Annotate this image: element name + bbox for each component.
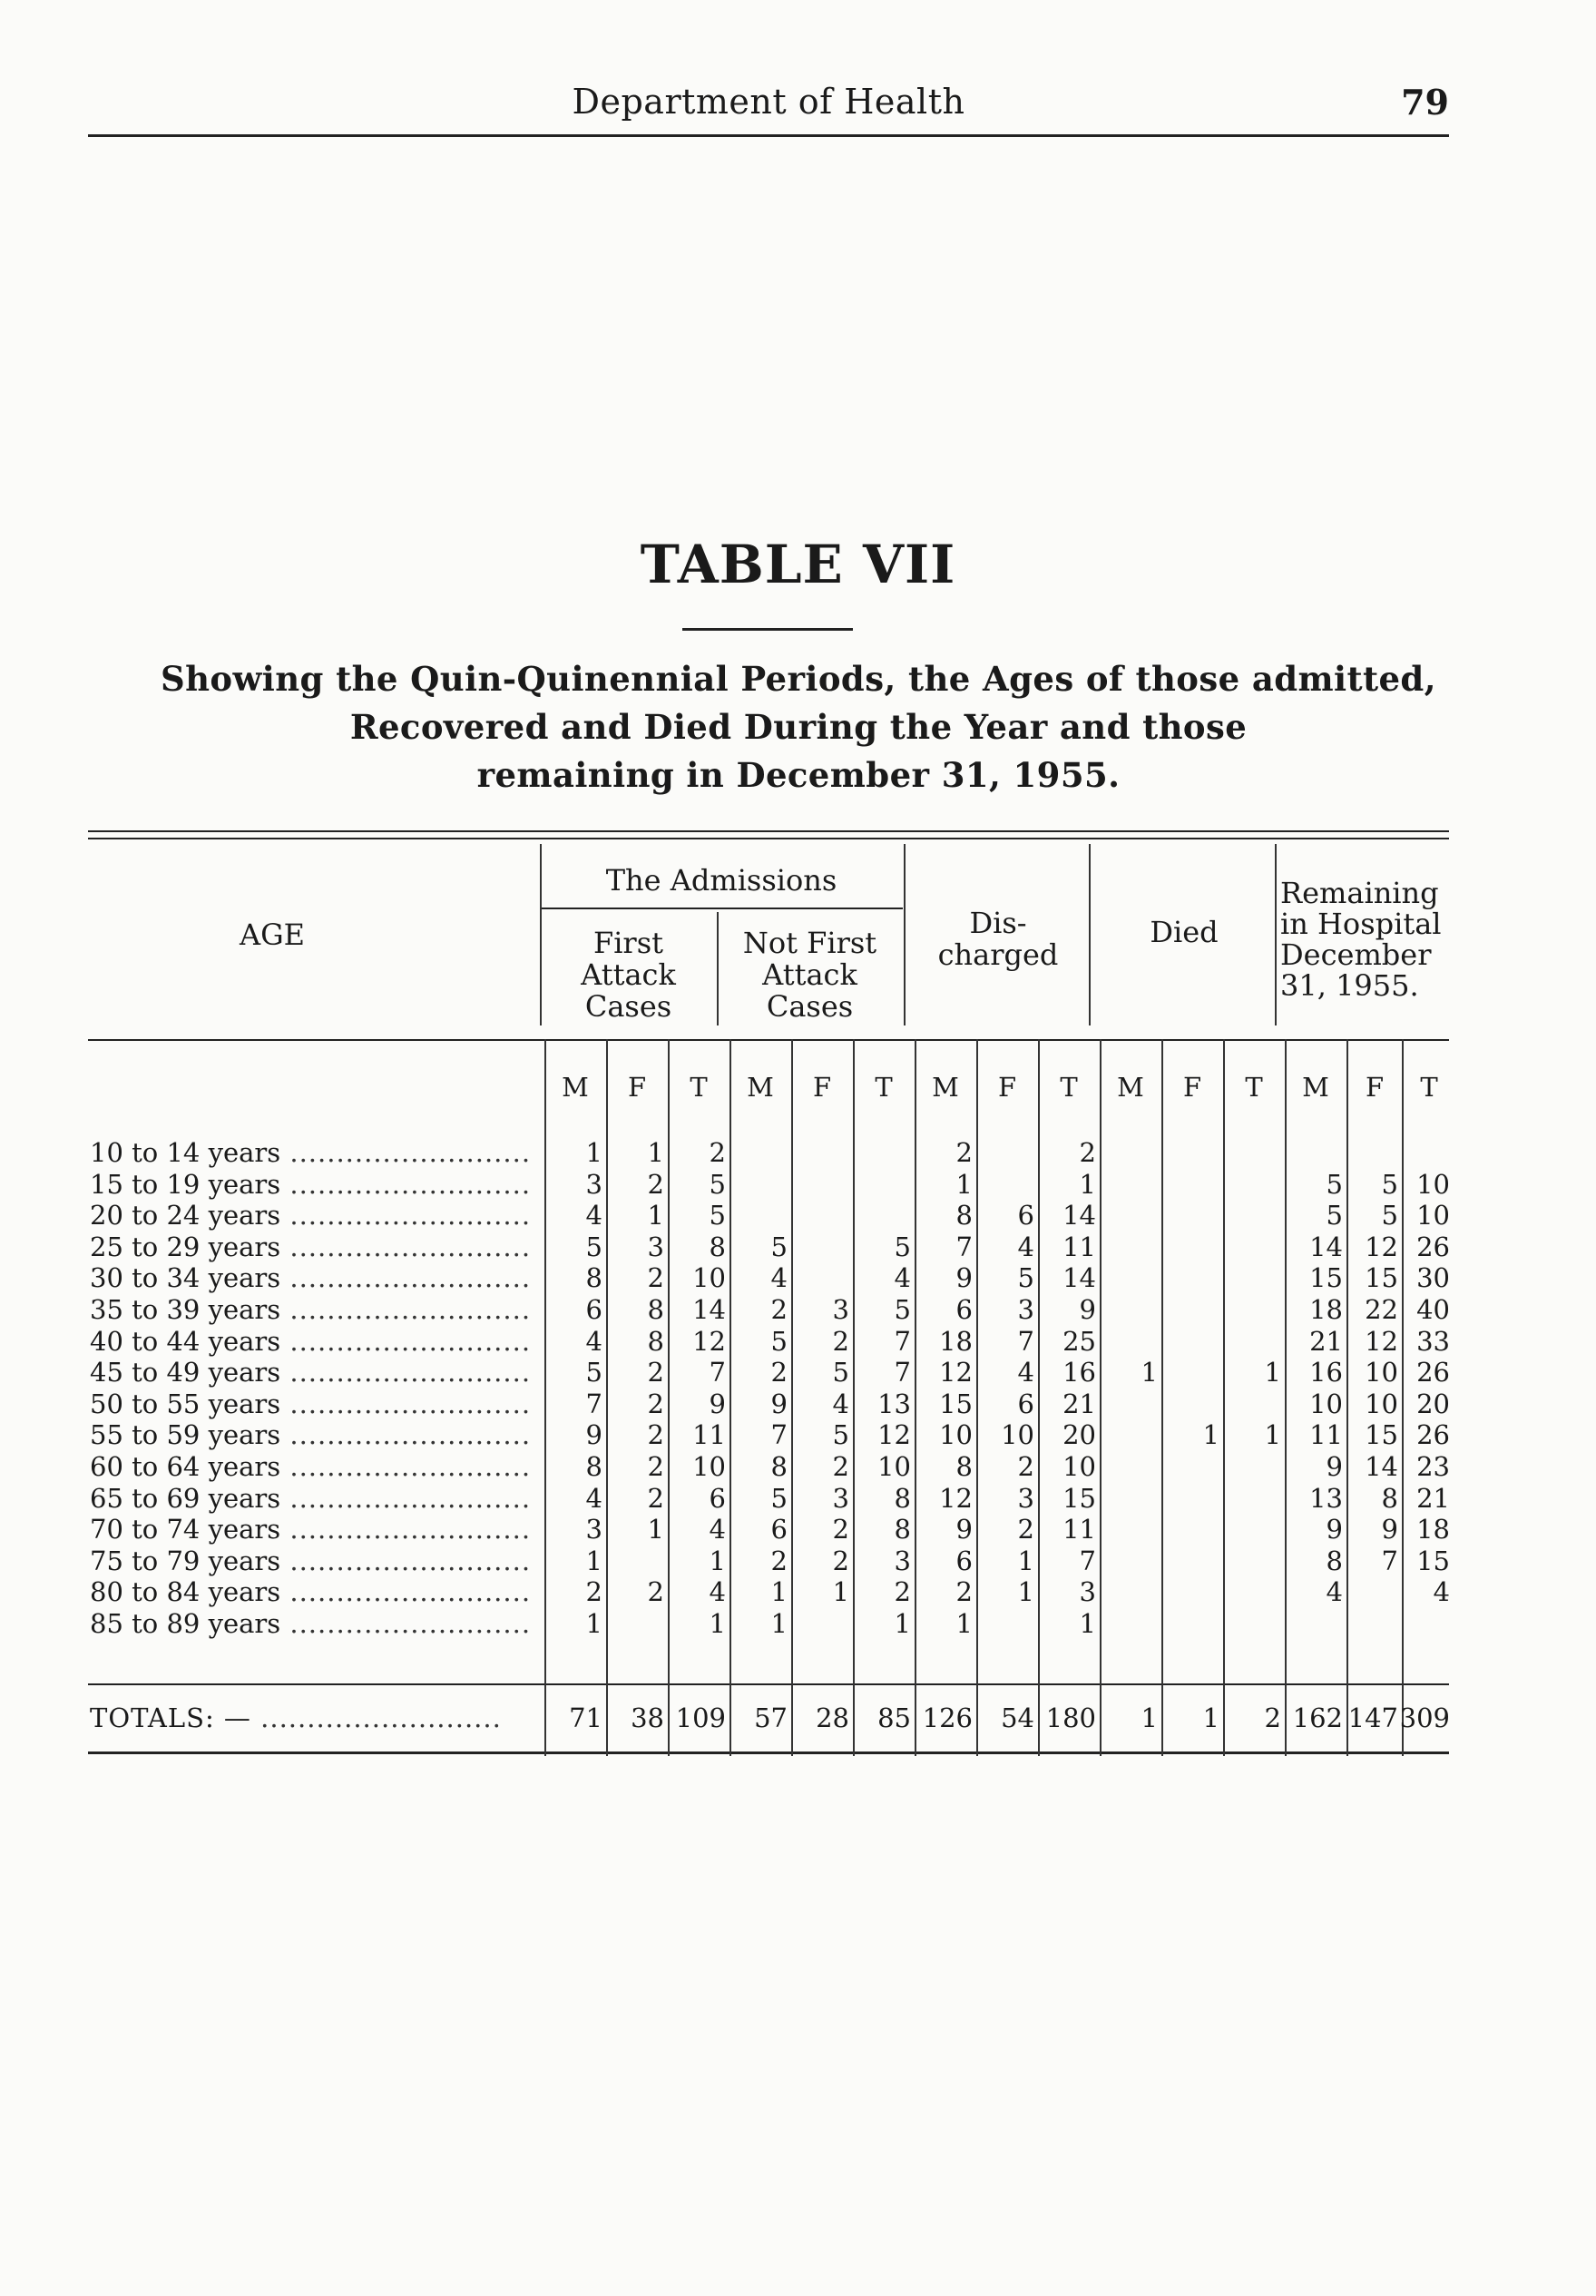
- table-cell: 8: [955, 1200, 973, 1231]
- table-cell: 2: [1079, 1137, 1096, 1168]
- table-cell: 3: [647, 1231, 664, 1262]
- table-cell: 22: [1365, 1294, 1398, 1325]
- table-cell: 16: [1062, 1357, 1096, 1388]
- admissions-rule: [540, 908, 903, 909]
- table-cell: 13: [1309, 1483, 1343, 1514]
- table-cell: 9: [1326, 1451, 1343, 1482]
- table-cell: 2: [1264, 1702, 1281, 1733]
- table-cell: 5: [709, 1200, 726, 1231]
- table-cell: 5: [894, 1231, 911, 1262]
- table-cell: 1: [1202, 1419, 1219, 1450]
- table-cell: 6: [1017, 1200, 1034, 1231]
- age-range: 15 to 19 years ..........................: [90, 1169, 532, 1200]
- table-cell: 18: [939, 1326, 973, 1357]
- discharged-header: Dis- charged: [937, 906, 1059, 972]
- table-cell: 14: [1309, 1231, 1343, 1262]
- table-cell: 1: [585, 1137, 602, 1168]
- table-cell: 4: [894, 1262, 911, 1293]
- age-range: 35 to 39 years ..........................: [90, 1294, 532, 1325]
- table-cell: 7: [585, 1388, 602, 1419]
- table-cell: 2: [585, 1576, 602, 1607]
- table-row: [0, 1514, 1596, 1545]
- table-cell: 5: [1017, 1262, 1034, 1293]
- table-cell: 3: [1079, 1576, 1096, 1607]
- not-first-attack-header: Not First Attack Cases: [742, 926, 877, 1024]
- table-cell: 21: [1309, 1326, 1343, 1357]
- leader-dots: ..........................: [280, 1545, 532, 1576]
- age-range: 70 to 74 years ..........................: [90, 1514, 532, 1545]
- table-cell: 4: [1433, 1576, 1450, 1607]
- sub-header: T: [1420, 1072, 1438, 1103]
- table-cell: 3: [585, 1169, 602, 1200]
- table-cell: 7: [955, 1231, 973, 1262]
- table-cell: 1: [709, 1545, 726, 1576]
- age-range: 50 to 55 years ..........................: [90, 1388, 532, 1419]
- table-cell: 8: [770, 1451, 788, 1482]
- table-cell: 10: [1365, 1388, 1398, 1419]
- table-cell: 10: [692, 1262, 726, 1293]
- sub-header: M: [932, 1072, 959, 1103]
- table-cell: 2: [647, 1483, 664, 1514]
- admissions-header: The Admissions: [605, 863, 837, 898]
- table-cell: 8: [955, 1451, 973, 1482]
- caption-line: Recovered and Died During the Year and those: [349, 707, 1248, 747]
- table-cell: 2: [832, 1451, 849, 1482]
- table-top-rule-2: [88, 838, 1449, 839]
- table-cell: 12: [1365, 1326, 1398, 1357]
- table-cell: 1: [585, 1608, 602, 1639]
- table-cell: 26: [1416, 1419, 1450, 1450]
- header-divider: [1089, 844, 1091, 1025]
- table-cell: 3: [832, 1483, 849, 1514]
- table-cell: 7: [894, 1326, 911, 1357]
- table-cell: 4: [585, 1326, 602, 1357]
- table-cell: 5: [1326, 1169, 1343, 1200]
- table-cell: 9: [585, 1419, 602, 1450]
- table-cell: 15: [1365, 1262, 1398, 1293]
- first-attack-header: First Attack Cases: [581, 926, 676, 1024]
- leader-dots: ..........................: [280, 1419, 532, 1450]
- table-cell: 14: [1365, 1451, 1398, 1482]
- table-cell: 11: [1309, 1419, 1343, 1450]
- table-cell: 54: [1001, 1702, 1034, 1733]
- table-cell: 1: [955, 1608, 973, 1639]
- table-row: [0, 1137, 1596, 1169]
- age-range: 25 to 29 years ..........................: [90, 1231, 532, 1262]
- table-cell: 126: [922, 1702, 973, 1733]
- table-cell: 5: [770, 1483, 788, 1514]
- table-cell: 3: [1017, 1483, 1034, 1514]
- leader-dots: ..........................: [280, 1231, 532, 1262]
- table-cell: 5: [585, 1231, 602, 1262]
- table-row: [0, 1576, 1596, 1608]
- table-cell: 11: [1062, 1514, 1096, 1545]
- table-cell: 1: [1141, 1357, 1158, 1388]
- leader-dots: ..........................: [280, 1326, 532, 1357]
- table-cell: 5: [1381, 1200, 1398, 1231]
- table-cell: 26: [1416, 1357, 1450, 1388]
- table-row: [0, 1169, 1596, 1201]
- table-cell: 5: [832, 1419, 849, 1450]
- table-cell: 5: [585, 1357, 602, 1388]
- header-divider: [540, 844, 542, 1025]
- leader-dots: ..........................: [280, 1200, 532, 1231]
- caption-line: remaining in December 31, 1955.: [476, 755, 1121, 795]
- table-cell: 15: [1365, 1419, 1398, 1450]
- table-cell: 6: [1017, 1388, 1034, 1419]
- table-cell: 7: [709, 1357, 726, 1388]
- table-cell: 16: [1309, 1357, 1343, 1388]
- table-cell: 12: [1365, 1231, 1398, 1262]
- age-range: 40 to 44 years ..........................: [90, 1326, 532, 1357]
- table-cell: 2: [709, 1137, 726, 1168]
- table-cell: 1: [1202, 1702, 1219, 1733]
- age-range: 20 to 24 years ..........................: [90, 1200, 532, 1231]
- table-cell: 10: [1309, 1388, 1343, 1419]
- table-cell: 1: [832, 1576, 849, 1607]
- table-cell: 10: [1416, 1169, 1450, 1200]
- table-row: [0, 1231, 1596, 1263]
- table-cell: 26: [1416, 1231, 1450, 1262]
- table-cell: 15: [1062, 1483, 1096, 1514]
- table-cell: 2: [647, 1576, 664, 1607]
- table-cell: 28: [816, 1702, 849, 1733]
- table-cell: 15: [1309, 1262, 1343, 1293]
- table-cell: 40: [1416, 1294, 1450, 1325]
- table-cell: 12: [877, 1419, 911, 1450]
- table-cell: 1: [647, 1514, 664, 1545]
- table-cell: 2: [832, 1514, 849, 1545]
- table-cell: 33: [1416, 1326, 1450, 1357]
- table-cell: 1: [647, 1137, 664, 1168]
- running-head-title: Department of Health: [572, 82, 965, 122]
- remaining-header: Remaining in Hospital December 31, 1955.: [1280, 876, 1442, 1003]
- sub-header: F: [1365, 1072, 1385, 1103]
- table-cell: 3: [585, 1514, 602, 1545]
- table-cell: 8: [894, 1483, 911, 1514]
- table-cell: 1: [1141, 1702, 1158, 1733]
- table-cell: 1: [1017, 1576, 1034, 1607]
- age-range: 10 to 14 years ..........................: [90, 1137, 532, 1168]
- table-cell: 2: [1017, 1451, 1034, 1482]
- sub-header: F: [627, 1072, 647, 1103]
- table-cell: 4: [770, 1262, 788, 1293]
- table-cell: 21: [1416, 1483, 1450, 1514]
- table-cell: 14: [1062, 1262, 1096, 1293]
- table-bottom-rule: [88, 1751, 1449, 1754]
- totals-top-rule: [88, 1683, 1449, 1685]
- table-cell: 2: [955, 1137, 973, 1168]
- table-cell: 7: [770, 1419, 788, 1450]
- table-cell: 1: [1079, 1608, 1096, 1639]
- table-cell: 7: [1017, 1326, 1034, 1357]
- table-cell: 14: [692, 1294, 726, 1325]
- running-head: [88, 80, 1449, 137]
- totals-label: TOTALS: — ..........................: [90, 1702, 502, 1733]
- table-row: [0, 1451, 1596, 1483]
- table-row: [0, 1326, 1596, 1358]
- leader-dots: ..........................: [280, 1262, 532, 1293]
- table-cell: 5: [1381, 1169, 1398, 1200]
- table-title: TABLE VII: [640, 534, 956, 595]
- table-cell: 8: [647, 1326, 664, 1357]
- table-cell: 147: [1347, 1702, 1398, 1733]
- table-cell: 18: [1416, 1514, 1450, 1545]
- leader-dots: ..........................: [280, 1514, 532, 1545]
- table-cell: 2: [770, 1357, 788, 1388]
- table-cell: 3: [832, 1294, 849, 1325]
- table-cell: 85: [877, 1702, 911, 1733]
- sub-header: M: [747, 1072, 774, 1103]
- table-row: [0, 1608, 1596, 1640]
- table-cell: 1: [1079, 1169, 1096, 1200]
- table-cell: 6: [709, 1483, 726, 1514]
- table-cell: 8: [1326, 1545, 1343, 1576]
- table-cell: 1: [1264, 1357, 1281, 1388]
- table-cell: 11: [1062, 1231, 1096, 1262]
- table-cell: 71: [569, 1702, 602, 1733]
- table-cell: 5: [1326, 1200, 1343, 1231]
- table-row: [0, 1294, 1596, 1326]
- table-cell: 5: [770, 1326, 788, 1357]
- sub-header: M: [1302, 1072, 1329, 1103]
- table-cell: 6: [955, 1294, 973, 1325]
- table-row: [0, 1483, 1596, 1515]
- table-cell: 2: [647, 1419, 664, 1450]
- table-row: [0, 1262, 1596, 1294]
- leader-dots: ..........................: [280, 1357, 532, 1388]
- died-header: Died: [1150, 915, 1219, 949]
- table-cell: 1: [770, 1576, 788, 1607]
- table-cell: 8: [709, 1231, 726, 1262]
- table-cell: 162: [1292, 1702, 1343, 1733]
- table-cell: 2: [894, 1576, 911, 1607]
- table-cell: 10: [1062, 1451, 1096, 1482]
- sub-header: F: [812, 1072, 832, 1103]
- table-cell: 5: [770, 1231, 788, 1262]
- age-range: 65 to 69 years ..........................: [90, 1483, 532, 1514]
- table-cell: 4: [585, 1200, 602, 1231]
- table-cell: 12: [692, 1326, 726, 1357]
- table-cell: 2: [647, 1451, 664, 1482]
- leader-dots: ..........................: [250, 1702, 502, 1733]
- table-cell: 9: [1381, 1514, 1398, 1545]
- table-cell: 5: [709, 1169, 726, 1200]
- sub-header: T: [1060, 1072, 1078, 1103]
- table-cell: 1: [1264, 1419, 1281, 1450]
- table-cell: 5: [894, 1294, 911, 1325]
- header-bottom-rule: [88, 1039, 1449, 1041]
- table-cell: 30: [1416, 1262, 1450, 1293]
- table-cell: 6: [955, 1545, 973, 1576]
- table-cell: 8: [1381, 1483, 1398, 1514]
- leader-dots: ..........................: [280, 1388, 532, 1419]
- table-cell: 9: [955, 1262, 973, 1293]
- table-cell: 11: [692, 1419, 726, 1450]
- table-cell: 18: [1309, 1294, 1343, 1325]
- sub-header: T: [1245, 1072, 1263, 1103]
- table-row: [0, 1357, 1596, 1388]
- age-range: 30 to 34 years ..........................: [90, 1262, 532, 1293]
- table-cell: 14: [1062, 1200, 1096, 1231]
- title-rule: [682, 628, 853, 631]
- table-cell: 5: [832, 1357, 849, 1388]
- age-range: 80 to 84 years ..........................: [90, 1576, 532, 1607]
- leader-dots: ..........................: [280, 1451, 532, 1482]
- leader-dots: ..........................: [280, 1169, 532, 1200]
- table-cell: 4: [1017, 1357, 1034, 1388]
- leader-dots: ..........................: [280, 1576, 532, 1607]
- table-cell: 109: [675, 1702, 726, 1733]
- table-cell: 2: [832, 1545, 849, 1576]
- age-range: 45 to 49 years ..........................: [90, 1357, 532, 1388]
- caption-line: Showing the Quin-Quinennial Periods, the Ages of those admitted,: [161, 659, 1436, 699]
- table-cell: 15: [939, 1388, 973, 1419]
- table-cell: 7: [894, 1357, 911, 1388]
- table-cell: 4: [832, 1388, 849, 1419]
- table-top-rule: [88, 830, 1449, 832]
- table-cell: 2: [955, 1576, 973, 1607]
- table-cell: 9: [770, 1388, 788, 1419]
- table-cell: 12: [939, 1357, 973, 1388]
- sub-header: M: [562, 1072, 589, 1103]
- table-cell: 1: [585, 1545, 602, 1576]
- table-cell: 10: [877, 1451, 911, 1482]
- table-cell: 25: [1062, 1326, 1096, 1357]
- table-cell: 10: [692, 1451, 726, 1482]
- table-cell: 9: [1079, 1294, 1096, 1325]
- table-cell: 8: [894, 1514, 911, 1545]
- table-cell: 10: [1365, 1357, 1398, 1388]
- sub-header: T: [875, 1072, 893, 1103]
- table-cell: 2: [647, 1262, 664, 1293]
- sub-header: F: [997, 1072, 1017, 1103]
- header-divider: [717, 912, 719, 1025]
- table-cell: 3: [1017, 1294, 1034, 1325]
- leader-dots: ..........................: [280, 1137, 532, 1168]
- age-range: 55 to 59 years ..........................: [90, 1419, 532, 1450]
- table-cell: 10: [939, 1419, 973, 1450]
- table-cell: 3: [894, 1545, 911, 1576]
- table-cell: 1: [709, 1608, 726, 1639]
- header-divider: [1275, 844, 1277, 1025]
- table-cell: 2: [647, 1357, 664, 1388]
- table-cell: 1: [894, 1608, 911, 1639]
- table-cell: 4: [709, 1576, 726, 1607]
- table-cell: 1: [770, 1608, 788, 1639]
- leader-dots: ..........................: [280, 1608, 532, 1639]
- table-cell: 20: [1062, 1419, 1096, 1450]
- table-cell: 21: [1062, 1388, 1096, 1419]
- table-cell: 1: [647, 1200, 664, 1231]
- age-range: 75 to 79 years ..........................: [90, 1545, 532, 1576]
- table-cell: 12: [939, 1483, 973, 1514]
- table-cell: 38: [631, 1702, 664, 1733]
- age-range: 85 to 89 years ..........................: [90, 1608, 532, 1639]
- table-cell: 10: [1416, 1200, 1450, 1231]
- table-row: [0, 1388, 1596, 1420]
- header-divider: [904, 844, 906, 1025]
- table-cell: 7: [1381, 1545, 1398, 1576]
- table-cell: 15: [1416, 1545, 1450, 1576]
- table-cell: 6: [770, 1514, 788, 1545]
- table-cell: 6: [585, 1294, 602, 1325]
- age-header: AGE: [239, 917, 306, 952]
- table-cell: 9: [1326, 1514, 1343, 1545]
- table-cell: 2: [647, 1169, 664, 1200]
- table-row: [0, 1545, 1596, 1577]
- leader-dots: ..........................: [280, 1294, 532, 1325]
- sub-header: T: [690, 1072, 708, 1103]
- table-cell: 8: [585, 1262, 602, 1293]
- table-caption: [109, 655, 1488, 800]
- table-cell: 13: [877, 1388, 911, 1419]
- table-cell: 4: [1326, 1576, 1343, 1607]
- table-cell: 2: [647, 1388, 664, 1419]
- table-cell: 2: [770, 1294, 788, 1325]
- table-cell: 8: [647, 1294, 664, 1325]
- table-cell: 180: [1045, 1702, 1096, 1733]
- table-cell: 2: [1017, 1514, 1034, 1545]
- leader-dots: ..........................: [280, 1483, 532, 1514]
- table-cell: 4: [709, 1514, 726, 1545]
- table-row: [0, 1419, 1596, 1451]
- table-row: [0, 1200, 1596, 1231]
- totals-row: [0, 1702, 1596, 1734]
- table-cell: 20: [1416, 1388, 1450, 1419]
- table-cell: 7: [1079, 1545, 1096, 1576]
- table-cell: 309: [1399, 1702, 1450, 1733]
- table-cell: 4: [585, 1483, 602, 1514]
- table-cell: 2: [770, 1545, 788, 1576]
- table-cell: 1: [955, 1169, 973, 1200]
- table-cell: 9: [955, 1514, 973, 1545]
- sub-header: M: [1117, 1072, 1144, 1103]
- table-cell: 10: [1001, 1419, 1034, 1450]
- table-cell: 23: [1416, 1451, 1450, 1482]
- table-cell: 4: [1017, 1231, 1034, 1262]
- table-cell: 2: [832, 1326, 849, 1357]
- table-cell: 57: [754, 1702, 788, 1733]
- age-range: 60 to 64 years ..........................: [90, 1451, 532, 1482]
- table-cell: 1: [1017, 1545, 1034, 1576]
- sub-header: F: [1182, 1072, 1202, 1103]
- table-cell: 9: [709, 1388, 726, 1419]
- table-cell: 8: [585, 1451, 602, 1482]
- page-number: 79: [1401, 82, 1449, 123]
